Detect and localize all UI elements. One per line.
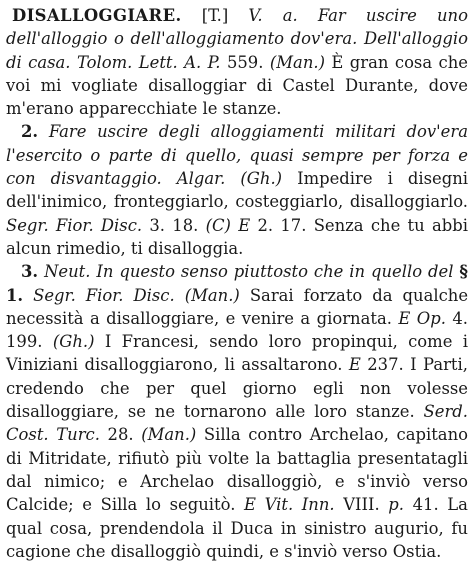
quotation: I Parti, credendo che per quel giorno egli non volesse disalloggiare, se ne tornarono alle loro stanze. [6,355,468,422]
entry-sense-main [6,4,468,120]
quotation: Impedire i disegni dell'inimico, fronteggiarlo, costeggiarlo, disalloggiarlo. [6,169,468,212]
citation-location: 28. [107,425,134,445]
definition: Neut. In questo senso piuttosto che in quello del [44,262,454,282]
citation-location: 2. 17. [257,215,307,235]
entry-sense-3 [6,260,468,563]
part-of-speech: V. a. [248,6,298,25]
citation: Algar. [176,169,226,189]
citation-page: 559. [226,52,264,72]
citation-location: 4. 199. [6,308,468,352]
citation-source: (Man.) [269,52,325,72]
citation-volume: VIII. [343,495,380,515]
citation: Tolom. Lett. A. P. [76,52,221,72]
citation-source: (C) [205,215,231,235]
headword: DISALLOGGIARE. [12,6,182,25]
citation: Serd. Cost. Turc. [6,402,468,445]
cross-reference: § 1. [6,262,468,305]
citation-source: (Gh.) [240,169,283,189]
quotation: È gran cosa che voi mi vogliate disalloggiar di Castel Durante, dove m'erano apparecchiate le stanze. [6,52,468,119]
citation-source: (Gh.) [52,332,95,352]
citation: E [348,355,361,375]
quotation: Senza che tu abbi alcun rimedio, ti disalloggia. [6,215,468,258]
citation-source: (Man.) [184,285,240,305]
entry-tag: [T.] [201,6,229,25]
citation-page: 41. [412,495,439,515]
citation: Segr. Fior. Disc. [33,285,175,305]
quotation: Silla contro Archelao, capitano di Mitridate, rifiutò più volte la battaglia presentatagli dal nimico; e Archelao disalloggiò, e s'inviò verso Calcide; e Silla lo seguitò. [6,425,468,515]
citation-location: 3. 18. [149,215,199,235]
definition: Fare uscire degli alloggiamenti militari dov'era l'esercito o parte di quello, quasi sempre per forza e con disvantaggio. [6,122,468,189]
dictionary-entry [6,4,468,563]
quotation: I Francesi, sendo loro propinqui, come i Viniziani disalloggiarono, li assaltarono. [6,332,468,375]
sub-definition: Dell'alloggio di casa. [6,29,468,72]
entry-sense-2 [6,120,468,260]
quotation: Sarai forzato da qualche necessità a disalloggiare, e venire a giornata. [6,285,469,328]
sense-number: 2. [21,122,39,142]
citation: Segr. Fior. Disc. [6,215,143,235]
quotation: La qual cosa, prendendola il Duca in sinistro augurio, fu cagione che disalloggiò quindi, e s'inviò verso Ostia. [6,495,468,561]
citation-page-label: p. [388,495,404,515]
citation-source: (Man.) [141,425,197,445]
citation: E Op. [398,308,446,328]
citation: E Vit. Inn. [244,495,335,515]
citation: E [238,215,251,235]
citation-location: 237. [367,355,404,375]
definition: Far uscire uno dell'alloggio o dell'alloggiamento dov'era. [6,6,468,49]
sense-number: 3. [21,262,39,282]
